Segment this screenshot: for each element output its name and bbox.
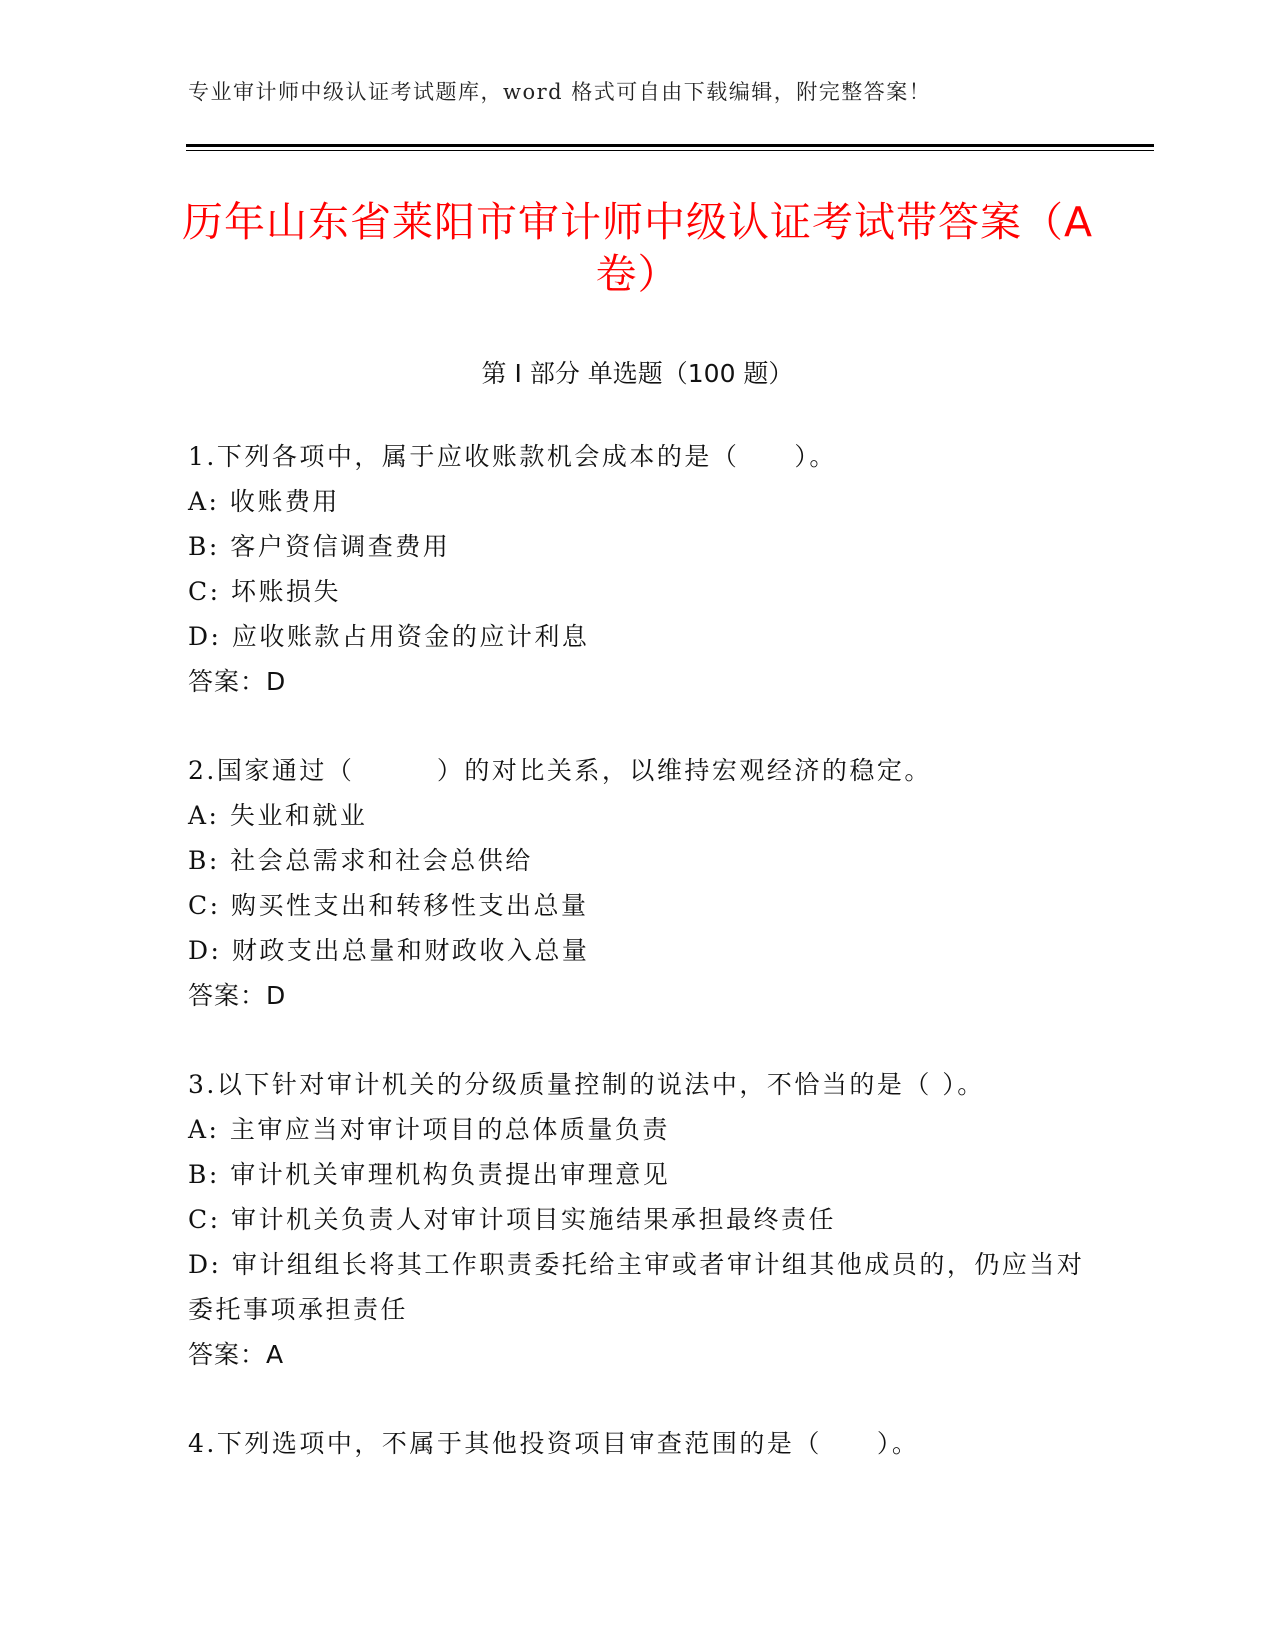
section-title: 第 I 部分 单选题（100 题） bbox=[481, 359, 794, 388]
question-stem: 3.以下针对审计机关的分级质量控制的说法中，不恰当的是（ ）。 bbox=[188, 1070, 985, 1099]
document-title: 历年山东省莱阳市审计师中级认证考试带答案（A 卷） bbox=[181, 198, 1094, 298]
answer: 答案：A bbox=[188, 1340, 285, 1369]
option-b: B: 审计机关审理机构负责提出审理意见 bbox=[188, 1160, 671, 1189]
option-c: C: 审计机关负责人对审计项目实施结果承担最终责任 bbox=[188, 1205, 837, 1234]
option-d: D: 审计组组长将其工作职责委托给主审或者审计组其他成员的，仍应当对委托事项承担责任 bbox=[188, 1250, 1085, 1324]
option-a: A: 收账费用 bbox=[188, 487, 340, 516]
question-stem: 2.国家通过（ ）的对比关系，以维持宏观经济的稳定。 bbox=[188, 756, 932, 785]
question-3 bbox=[188, 1062, 1088, 1377]
question-2 bbox=[188, 748, 1088, 1018]
question-1 bbox=[188, 434, 1088, 704]
option-a: A: 主审应当对审计项目的总体质量负责 bbox=[188, 1115, 670, 1144]
question-stem: 4.下列选项中，不属于其他投资项目审查范围的是（ ）。 bbox=[188, 1429, 920, 1458]
header-rule-thick bbox=[186, 144, 1154, 147]
option-b: B: 社会总需求和社会总供给 bbox=[188, 846, 533, 875]
option-d: D: 应收账款占用资金的应计利息 bbox=[188, 622, 590, 651]
question-list bbox=[188, 434, 1088, 1510]
question-4 bbox=[188, 1421, 1088, 1466]
answer: 答案：D bbox=[188, 667, 287, 696]
option-a: A: 失业和就业 bbox=[188, 801, 368, 830]
option-c: C: 购买性支出和转移性支出总量 bbox=[188, 891, 589, 920]
header-rule-thin bbox=[186, 150, 1154, 151]
option-d: D: 财政支出总量和财政收入总量 bbox=[188, 936, 590, 965]
option-b: B: 客户资信调查费用 bbox=[188, 532, 451, 561]
answer: 答案：D bbox=[188, 981, 287, 1010]
question-stem: 1.下列各项中，属于应收账款机会成本的是（ ）。 bbox=[188, 442, 837, 471]
option-c: C: 坏账损失 bbox=[188, 577, 341, 606]
header-note: 专业审计师中级认证考试题库，word 格式可自由下载编辑，附完整答案！ bbox=[188, 80, 932, 104]
